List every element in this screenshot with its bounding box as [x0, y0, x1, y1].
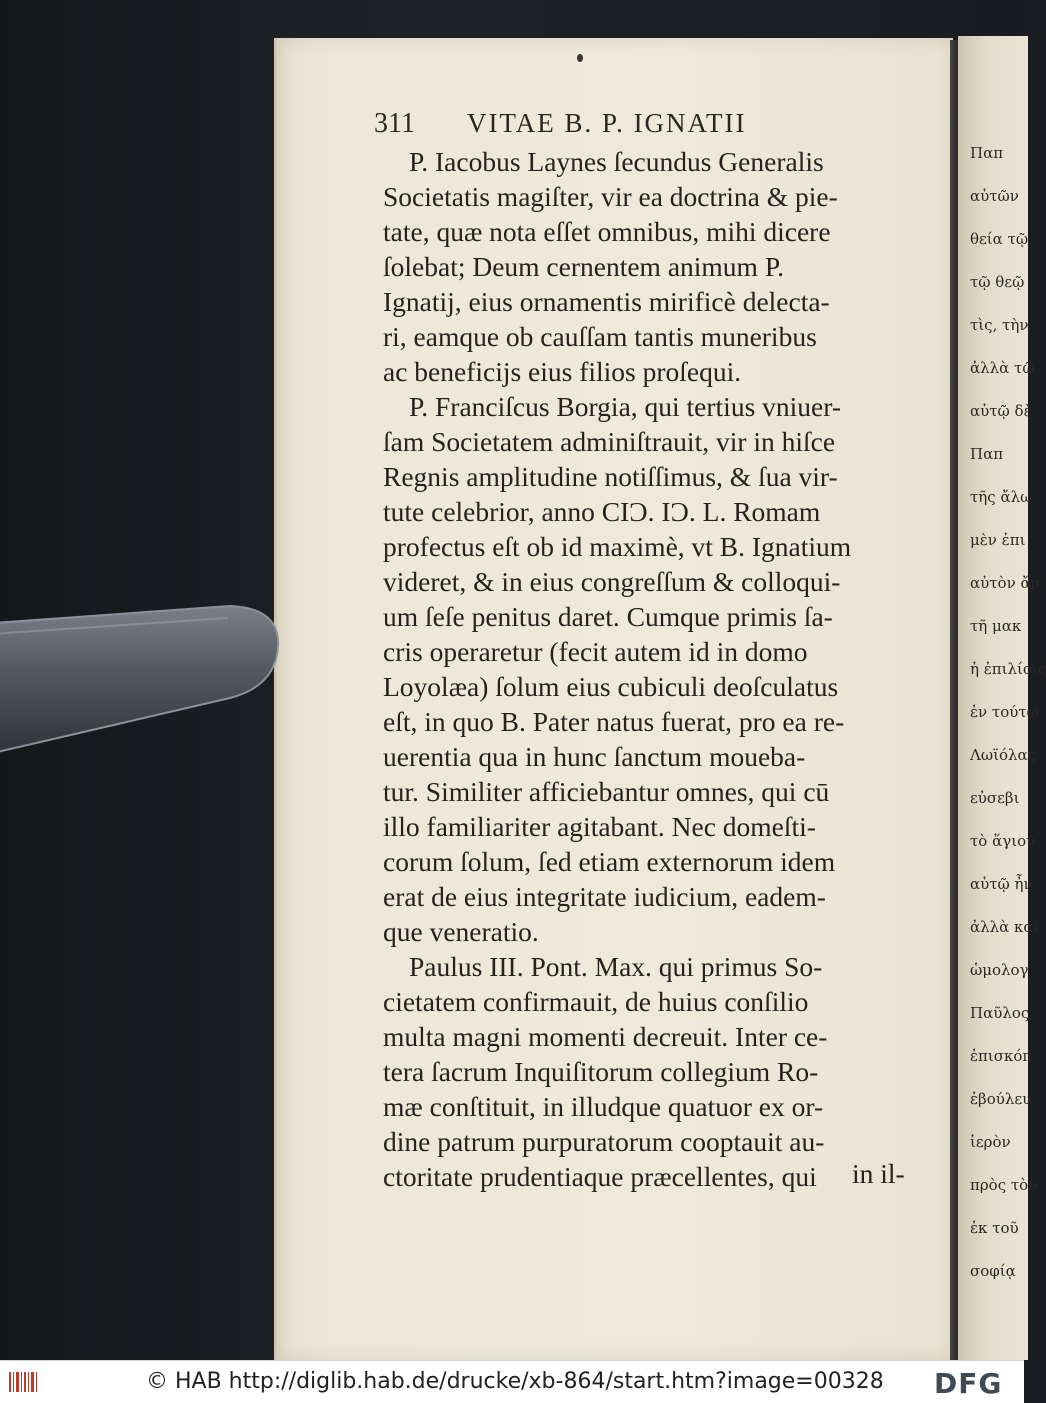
next-page-fragment: τῆ μακ: [970, 617, 1022, 635]
next-page-fragment: ἐβούλευ: [970, 1090, 1032, 1108]
text-line: P. Iacobus Laynes ſecundus Generalis: [409, 146, 824, 177]
text-line: Paulus III. Pont. Max. qui primus So-: [409, 951, 823, 982]
text-line: ſam Societatem adminiſtrauit, vir in hiſce: [383, 426, 836, 457]
next-page-fragment: τῆς ἄλω: [970, 488, 1033, 506]
text-line: Ignatij, eius ornamentis mirificè delecta-: [383, 286, 830, 317]
ink-dot: [577, 54, 583, 62]
text-line: ac beneficijs eius filios proſequi.: [383, 356, 742, 387]
next-page-fragment: τὸ ἅγιον: [970, 832, 1036, 850]
next-page-fragment: Λωϊόλας: [970, 746, 1037, 764]
next-page-fragment: ἀλλὰ τῷ: [970, 359, 1035, 377]
next-page-fragment: ἱερὸν: [970, 1133, 1011, 1151]
text-line: ctoritate prudentiaque præcellentes, qui: [383, 1161, 817, 1192]
next-page-fragment: αὐτῷ δὲ: [970, 402, 1032, 420]
next-page-fragment: Παῦλος: [970, 1004, 1030, 1022]
body-text: [383, 144, 919, 1194]
text-line: Loyolæa) ſolum eius cubiculi deoſculatus: [383, 671, 839, 702]
text-line: multa magni momenti decreuit. Inter ce-: [383, 1021, 828, 1052]
page-number: 311: [374, 108, 415, 139]
book-page: [274, 38, 953, 1360]
clamp-icon: [0, 606, 290, 756]
next-page-fragment: Παπ: [970, 144, 1004, 162]
next-page-fragment: μὲν ἐπι: [970, 531, 1026, 549]
footer-bar: [0, 1360, 1024, 1403]
text-line: tur. Similiter afficiebantur omnes, qui cū: [383, 776, 830, 807]
text-line: videret, & in eius congreſſum & colloqui-: [383, 566, 841, 597]
dfg-logo: DFG: [934, 1367, 1003, 1400]
source-link[interactable]: © HAB http://diglib.hab.de/drucke/xb-864/start.htm?image=00328: [146, 1369, 884, 1394]
text-line: ri, eamque ob cauſſam tantis muneribus: [383, 321, 817, 352]
text-line: corum ſolum, ſed etiam externorum idem: [383, 846, 836, 877]
next-page-fragment: τὶς, τὴν: [970, 316, 1029, 334]
text-line: cris operaretur (fecit autem id in domo: [383, 636, 808, 667]
running-title: VITAE B. P. IGNATII: [466, 108, 747, 138]
next-page-fragment: Παπ: [970, 445, 1004, 463]
next-page-fragment: ἡ ἐπιλίοις: [970, 660, 1046, 678]
text-line: um ſeſe penitus daret. Cumque primis ſa-: [383, 601, 833, 632]
text-line: uerentia qua in hunc ſanctum moueba-: [383, 741, 806, 772]
next-page-fragment: τῷ θεῷ: [970, 273, 1025, 291]
next-page-fragment: πρὸς τὸν: [970, 1176, 1038, 1194]
text-line: Societatis magiſter, vir ea doctrina & pie-: [383, 181, 838, 212]
next-page-fragment: αὐτὸν ἄρ: [970, 574, 1040, 592]
barcode-icon: [8, 1370, 38, 1394]
next-page-fragment: ἐν τούτῳ: [970, 703, 1039, 721]
text-line: tera ſacrum Inquiſitorum collegium Ro-: [383, 1056, 819, 1087]
text-line: tute celebrior, anno CIƆ. IƆ. L. Romam: [383, 496, 821, 527]
running-head: [374, 108, 844, 144]
text-line: que veneratio.: [383, 916, 539, 947]
text-line: P. Franciſcus Borgia, qui tertius vniuer-: [409, 391, 842, 422]
next-page-edge: [958, 36, 1046, 1360]
next-page-fragment: θεία τῷ: [970, 230, 1029, 248]
text-line: mæ conſtituit, in illudque quatuor ex or-: [383, 1091, 824, 1122]
next-page-fragment: αὐτῷ ἦν: [970, 875, 1033, 893]
text-line: eſt, in quo B. Pater natus fuerat, pro ea re-: [383, 706, 845, 737]
text-line: cietatem confirmauit, de huius conſilio: [383, 986, 809, 1017]
next-page-fragment: αὐτῶν: [970, 187, 1019, 205]
text-line: profectus eſt ob id maximè, vt B. Ignatium: [383, 531, 852, 562]
next-page-fragment: ἀλλὰ καὶ: [970, 918, 1040, 936]
next-page-fragment: εὐσεβι: [970, 789, 1020, 807]
text-line: dine patrum purpuratorum cooptauit au-: [383, 1126, 825, 1157]
next-page-fragment: ὡμολογ: [970, 961, 1029, 979]
text-line: illo familiariter agitabant. Nec domeſti-: [383, 811, 816, 842]
next-page-fragment: σοφίᾳ: [970, 1262, 1016, 1280]
text-line: tate, quæ nota eſſet omnibus, mihi dicere: [383, 216, 831, 247]
next-page-fragment: ἐπισκόπ: [970, 1047, 1033, 1065]
text-line: erat de eius integritate iudicium, eadem-: [383, 881, 826, 912]
catchword: in il-: [852, 1158, 905, 1189]
text-line: ſolebat; Deum cernentem animum P.: [383, 251, 784, 282]
next-page-fragment: ἐκ τοῦ: [970, 1219, 1019, 1237]
text-line: Regnis amplitudine notiſſimus, & ſua vir-: [383, 461, 838, 492]
